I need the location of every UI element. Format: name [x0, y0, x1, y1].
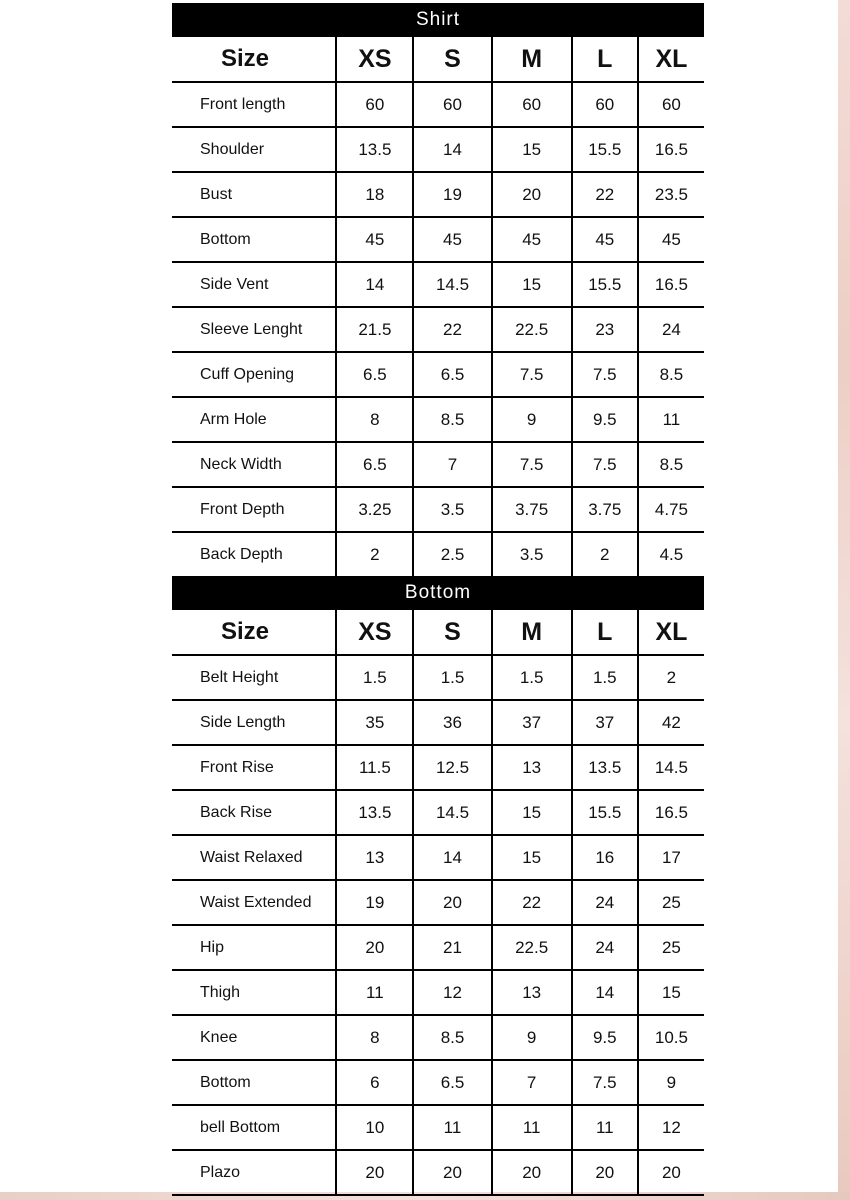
size-header-m: M: [492, 37, 572, 82]
measurement-value: 18: [336, 172, 413, 217]
measurement-value: 14: [413, 835, 491, 880]
size-header: Size: [172, 37, 336, 82]
section-title: Bottom: [172, 576, 704, 610]
measurement-value: 15.5: [572, 790, 638, 835]
measurement-value: 4.75: [638, 487, 704, 532]
table-row: [172, 262, 704, 307]
measurement-value: 14.5: [413, 262, 491, 307]
measurement-label: bell Bottom: [172, 1105, 336, 1150]
measurement-value: 11: [336, 970, 413, 1015]
measurement-value: 8: [336, 1015, 413, 1060]
measurement-value: 3.75: [492, 487, 572, 532]
measurement-value: 8.5: [413, 397, 491, 442]
measurement-value: 15: [492, 127, 572, 172]
table-row: [172, 307, 704, 352]
measurement-value: 45: [492, 217, 572, 262]
measurement-label: Back Depth: [172, 532, 336, 577]
table-row: [172, 172, 704, 217]
measurement-value: 14: [572, 970, 638, 1015]
measurement-value: 37: [492, 700, 572, 745]
measurement-value: 15: [492, 262, 572, 307]
table-row: [172, 1015, 704, 1060]
measurement-label: Side Length: [172, 700, 336, 745]
measurement-value: 21: [413, 925, 491, 970]
measurement-value: 12: [638, 1105, 704, 1150]
measurement-label: Arm Hole: [172, 397, 336, 442]
measurement-value: 15: [638, 970, 704, 1015]
measurement-value: 8.5: [413, 1015, 491, 1060]
measurement-value: 7.5: [492, 442, 572, 487]
measurement-value: 25: [638, 925, 704, 970]
measurement-value: 14.5: [413, 790, 491, 835]
measurement-value: 2: [572, 532, 638, 577]
table-row: [172, 1060, 704, 1105]
header-row: [172, 37, 704, 82]
measurement-value: 8: [336, 397, 413, 442]
measurement-value: 15: [492, 835, 572, 880]
measurement-value: 6: [336, 1060, 413, 1105]
size-header-m: M: [492, 610, 572, 655]
measurement-value: 22: [413, 307, 491, 352]
measurement-value: 25: [638, 880, 704, 925]
measurement-value: 20: [638, 1150, 704, 1195]
table-row: [172, 835, 704, 880]
measurement-value: 19: [336, 880, 413, 925]
table-row: [172, 745, 704, 790]
measurement-value: 23: [572, 307, 638, 352]
measurement-value: 24: [638, 307, 704, 352]
measurement-value: 9: [492, 1015, 572, 1060]
table-row: [172, 790, 704, 835]
table-row: [172, 352, 704, 397]
measurement-value: 1.5: [492, 655, 572, 700]
measurement-value: 60: [492, 82, 572, 127]
measurement-label: Front length: [172, 82, 336, 127]
measurement-value: 6.5: [336, 442, 413, 487]
measurement-label: Waist Relaxed: [172, 835, 336, 880]
table-row: [172, 970, 704, 1015]
measurement-value: 13: [336, 835, 413, 880]
measurement-value: 13.5: [336, 790, 413, 835]
size-header-s: S: [413, 610, 491, 655]
measurement-value: 7: [413, 442, 491, 487]
measurement-value: 1.5: [572, 655, 638, 700]
measurement-value: 9: [638, 1060, 704, 1105]
measurement-value: 13: [492, 745, 572, 790]
measurement-label: Shoulder: [172, 127, 336, 172]
measurement-label: Hip: [172, 925, 336, 970]
measurement-label: Knee: [172, 1015, 336, 1060]
measurement-value: 24: [572, 880, 638, 925]
measurement-label: Front Depth: [172, 487, 336, 532]
measurement-value: 15.5: [572, 127, 638, 172]
measurement-value: 20: [413, 880, 491, 925]
measurement-value: 45: [413, 217, 491, 262]
measurement-label: Front Rise: [172, 745, 336, 790]
measurement-value: 9: [492, 397, 572, 442]
measurement-value: 13.5: [572, 745, 638, 790]
measurement-value: 20: [492, 1150, 572, 1195]
measurement-value: 22.5: [492, 925, 572, 970]
measurement-value: 60: [572, 82, 638, 127]
measurement-value: 10.5: [638, 1015, 704, 1060]
measurement-value: 21.5: [336, 307, 413, 352]
size-header-xl: XL: [638, 37, 704, 82]
measurement-value: 13: [492, 970, 572, 1015]
measurement-label: Bottom: [172, 1060, 336, 1105]
measurement-value: 20: [336, 925, 413, 970]
measurement-label: Bust: [172, 172, 336, 217]
measurement-value: 3.5: [413, 487, 491, 532]
measurement-value: 14: [336, 262, 413, 307]
measurement-value: 7.5: [572, 1060, 638, 1105]
measurement-value: 8.5: [638, 352, 704, 397]
measurement-label: Thigh: [172, 970, 336, 1015]
measurement-value: 22: [492, 880, 572, 925]
table-row: [172, 442, 704, 487]
measurement-value: 8.5: [638, 442, 704, 487]
background-photo-edge: [838, 0, 850, 1200]
measurement-value: 22.5: [492, 307, 572, 352]
measurement-value: 14.5: [638, 745, 704, 790]
measurement-value: 11: [638, 397, 704, 442]
size-header-xs: XS: [336, 610, 413, 655]
measurement-value: 45: [336, 217, 413, 262]
measurement-label: Waist Extended: [172, 880, 336, 925]
measurement-value: 60: [413, 82, 491, 127]
measurement-value: 15.5: [572, 262, 638, 307]
measurement-label: Belt Height: [172, 655, 336, 700]
measurement-value: 20: [572, 1150, 638, 1195]
measurement-label: Plazo: [172, 1150, 336, 1195]
measurement-value: 7.5: [572, 352, 638, 397]
section-band: [172, 3, 704, 37]
size-header-l: L: [572, 610, 638, 655]
measurement-value: 10: [336, 1105, 413, 1150]
measurement-value: 36: [413, 700, 491, 745]
measurement-value: 60: [336, 82, 413, 127]
measurement-value: 16: [572, 835, 638, 880]
measurement-value: 14: [413, 127, 491, 172]
table-row: [172, 655, 704, 700]
measurement-value: 42: [638, 700, 704, 745]
measurement-value: 23.5: [638, 172, 704, 217]
measurement-value: 35: [336, 700, 413, 745]
size-header-xs: XS: [336, 37, 413, 82]
bottom-size-table: [172, 576, 704, 1196]
measurement-value: 6.5: [336, 352, 413, 397]
table-row: [172, 1150, 704, 1195]
table-row: [172, 880, 704, 925]
measurement-label: Sleeve Lenght: [172, 307, 336, 352]
measurement-value: 9.5: [572, 1015, 638, 1060]
measurement-value: 3.25: [336, 487, 413, 532]
section-title: Shirt: [172, 3, 704, 37]
measurement-value: 3.75: [572, 487, 638, 532]
table-row: [172, 397, 704, 442]
measurement-value: 20: [336, 1150, 413, 1195]
measurement-value: 2.5: [413, 532, 491, 577]
measurement-value: 15: [492, 790, 572, 835]
measurement-value: 45: [572, 217, 638, 262]
measurement-value: 11: [572, 1105, 638, 1150]
measurement-label: Bottom: [172, 217, 336, 262]
measurement-value: 9.5: [572, 397, 638, 442]
section-band: [172, 576, 704, 610]
measurement-value: 2: [638, 655, 704, 700]
measurement-value: 24: [572, 925, 638, 970]
measurement-value: 7: [492, 1060, 572, 1105]
measurement-label: Back Rise: [172, 790, 336, 835]
measurement-label: Cuff Opening: [172, 352, 336, 397]
table-row: [172, 217, 704, 262]
measurement-value: 12: [413, 970, 491, 1015]
measurement-value: 20: [492, 172, 572, 217]
measurement-value: 20: [413, 1150, 491, 1195]
measurement-value: 3.5: [492, 532, 572, 577]
measurement-value: 12.5: [413, 745, 491, 790]
measurement-value: 6.5: [413, 352, 491, 397]
measurement-value: 22: [572, 172, 638, 217]
measurement-value: 16.5: [638, 262, 704, 307]
table-row: [172, 82, 704, 127]
measurement-value: 11.5: [336, 745, 413, 790]
size-header: Size: [172, 610, 336, 655]
measurement-value: 11: [413, 1105, 491, 1150]
measurement-value: 1.5: [413, 655, 491, 700]
measurement-value: 4.5: [638, 532, 704, 577]
table-row: [172, 1105, 704, 1150]
measurement-value: 13.5: [336, 127, 413, 172]
header-row: [172, 610, 704, 655]
table-row: [172, 700, 704, 745]
measurement-value: 16.5: [638, 127, 704, 172]
measurement-value: 37: [572, 700, 638, 745]
measurement-value: 19: [413, 172, 491, 217]
measurement-value: 60: [638, 82, 704, 127]
table-row: [172, 532, 704, 577]
measurement-value: 6.5: [413, 1060, 491, 1105]
size-header-xl: XL: [638, 610, 704, 655]
measurement-value: 11: [492, 1105, 572, 1150]
measurement-value: 16.5: [638, 790, 704, 835]
measurement-label: Neck Width: [172, 442, 336, 487]
table-row: [172, 925, 704, 970]
measurement-value: 7.5: [492, 352, 572, 397]
measurement-label: Side Vent: [172, 262, 336, 307]
measurement-value: 7.5: [572, 442, 638, 487]
measurement-value: 2: [336, 532, 413, 577]
measurement-value: 45: [638, 217, 704, 262]
table-row: [172, 487, 704, 532]
size-header-l: L: [572, 37, 638, 82]
measurement-value: 17: [638, 835, 704, 880]
table-row: [172, 127, 704, 172]
size-header-s: S: [413, 37, 491, 82]
shirt-size-table: [172, 3, 704, 578]
measurement-value: 1.5: [336, 655, 413, 700]
